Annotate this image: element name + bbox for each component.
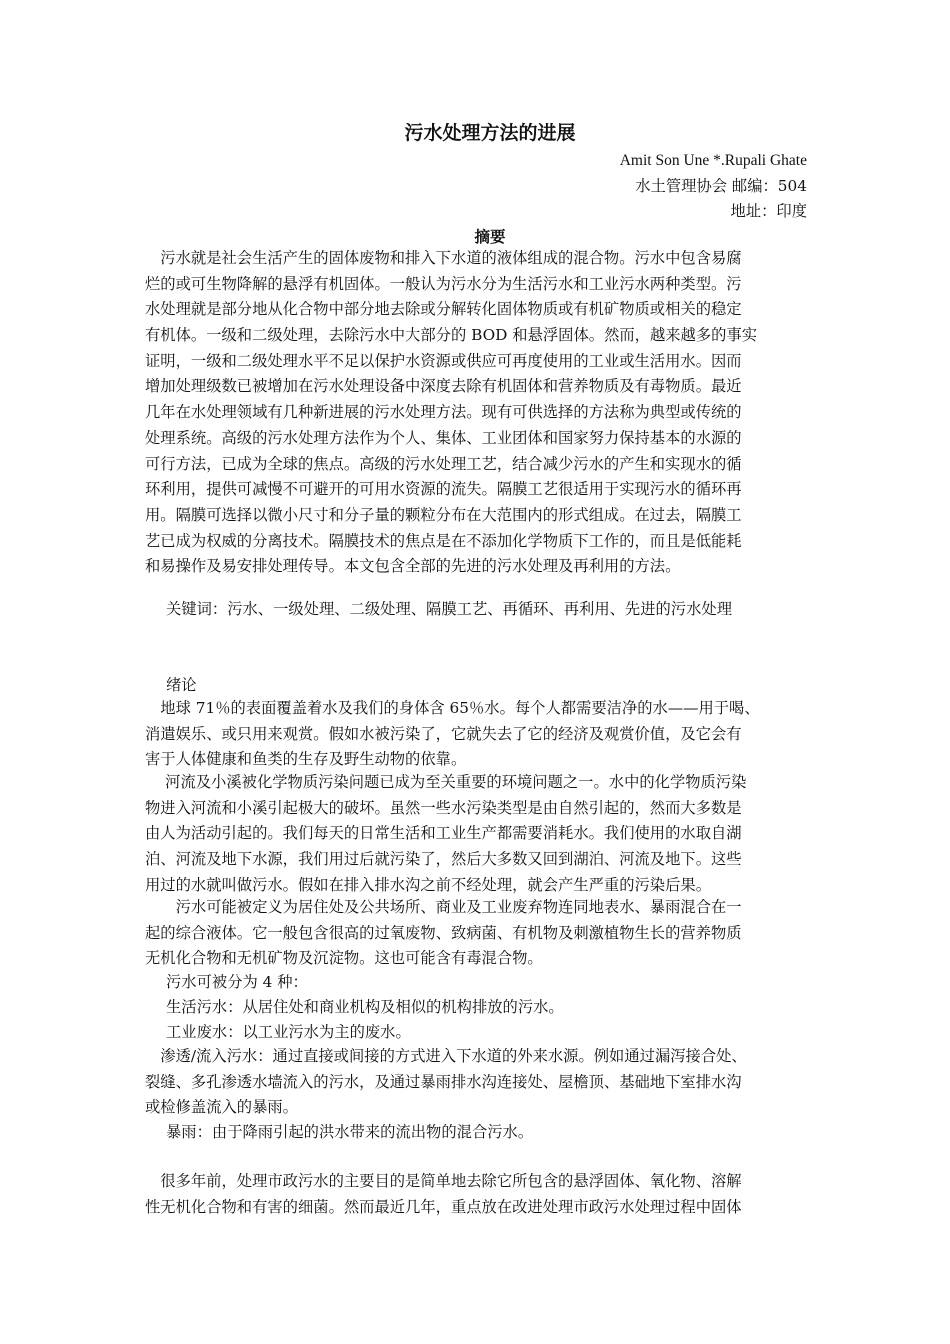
paragraph-line: 物进入河流和小溪引起极大的破坏。虽然一些水污染类型是由自然引起的，然而大多数是: [145, 798, 742, 817]
abstract-line: 和易操作及易安排处理传导。本文包含全部的先进的污水处理及再利用的方法。: [145, 557, 681, 576]
paragraph-line: 害于人体健康和鱼类的生存及野生动物的依靠。: [145, 750, 467, 769]
abstract-line: 可行方法，已成为全球的焦点。高级的污水处理工艺，结合减少污水的产生和实现水的循: [145, 454, 742, 473]
abstract-line: 环利用，提供可减慢不可避开的可用水资源的流失。隔膜工艺很适用于实现污水的循环再: [145, 480, 742, 499]
intro-paragraph-3: [145, 895, 812, 972]
paragraph-line: 泊、河流及地下水源，我们用过后就污染了，然后大多数又回到湖泊、河流及地下。这些: [145, 850, 742, 869]
paragraph-line: 污水可能被定义为居住处及公共场所、商业及工业废弃物连同地表水、暴雨混合在一: [145, 898, 742, 916]
paragraph-line: 无机化合物和无机矿物及沉淀物。这也可能含有毒混合物。: [145, 949, 543, 968]
paragraph-line: 地球 71％的表面覆盖着水及我们的身体含 65％水。每个人都需要洁净的水——用于喝、: [145, 699, 760, 717]
sewage-type-infiltration: [145, 1044, 812, 1121]
abstract-line: 处理系统。高级的污水处理方法作为个人、集体、工业团体和国家努力保持基本的水源的: [145, 428, 742, 447]
paragraph-line: 用过的水就叫做污水。假如在排入排水沟之前不经处理，就会产生严重的污染后果。: [145, 875, 711, 894]
sewage-type-storm: 暴雨：由于降雨引起的洪水带来的流出物的混合污水。: [166, 1123, 534, 1141]
sewage-type-industrial: 工业废水：以工业污水为主的废水。: [166, 1023, 411, 1041]
address-line: 地址：印度: [730, 202, 807, 220]
paragraph-line: 渗透/流入污水：通过直接或间接的方式进入下水道的外来水源。例如通过漏泻接合处、: [145, 1047, 747, 1065]
abstract-line: 证明，一级和二级处理水平不足以保护水资源或供应可再度使用的工业或生活用水。因而: [145, 351, 742, 370]
document-title: 污水处理方法的进展: [404, 122, 576, 144]
association-line: 水土管理协会 邮编：504: [635, 177, 807, 195]
paragraph-line: 性无机化合物和有害的细菌。然而最近几年，重点放在改进处理市政污水处理过程中固体: [145, 1197, 742, 1216]
author-line: Amit Son Une *.Rupali Ghate: [619, 152, 807, 169]
paragraph-line: 消遣娱乐、或只用来观赏。假如水被污染了，它就失去了它的经济及观赏价值，及它会有: [145, 724, 742, 743]
abstract-line: 增加处理级数已被增加在污水处理设备中深度去除有机固体和营养物质及有毒物质。最近: [145, 377, 742, 396]
paragraph-line: 由人为活动引起的。我们每天的日常生活和工业生产都需要消耗水。我们使用的水取自湖: [145, 824, 742, 843]
abstract-line: 艺已成为权威的分离技术。隔膜技术的焦点是在不添加化学物质下工作的，而且是低能耗: [145, 531, 742, 550]
paragraph-line: 很多年前，处理市政污水的主要目的是简单地去除它所包含的悬浮固体、氧化物、溶解: [145, 1172, 742, 1190]
abstract-line: 用。隔膜可选择以微小尺寸和分子量的颗粒分布在大范围内的形式组成。在过去，隔膜工: [145, 505, 742, 524]
sewage-types-intro: 污水可被分为 4 种：: [166, 973, 308, 991]
abstract-line: 污水就是社会生活产生的固体废物和排入下水道的液体组成的混合物。污水中包含易腐: [145, 249, 742, 267]
paragraph-line: 河流及小溪被化学物质污染问题已成为至关重要的环境问题之一。水中的化学物质污染: [145, 773, 747, 791]
paragraph-line: 裂缝、多孔渗透水墙流入的污水，及通过暴雨排水沟连接处、屋檐顶、基础地下室排水沟: [145, 1072, 742, 1091]
keywords-line: 关键词：污水、一级处理、二级处理、隔膜工艺、再循环、再利用、先进的污水处理: [166, 600, 732, 618]
abstract-line: 水处理就是部分地从化合物中部分地去除或分解转化固体物质或有机矿物质或相关的稳定: [145, 300, 742, 319]
abstract-heading: 摘要: [474, 227, 506, 246]
abstract-line: 烂的或可生物降解的悬浮有机固体。一般认为污水分为生活污水和工业污水两种类型。污: [145, 274, 742, 293]
introduction-heading: 绪论: [166, 676, 197, 694]
treatment-history-paragraph: [145, 1169, 812, 1220]
intro-paragraph-2: [145, 770, 812, 898]
paragraph-line: 起的综合液体。它一般包含很高的过氧废物、致病菌、有机物及刺激植物生长的营养物质: [145, 923, 742, 942]
abstract-line: 几年在水处理领域有几种新进展的污水处理方法。现有可供选择的方法称为典型或传统的: [145, 403, 742, 422]
sewage-type-domestic: 生活污水：从居住处和商业机构及相似的机构排放的污水。: [166, 998, 564, 1016]
abstract-line: 有机体。一级和二级处理，去除污水中大部分的 BOD 和悬浮固体。然而，越来越多的事实: [145, 326, 758, 345]
paragraph-line: 或检修盖流入的暴雨。: [145, 1098, 298, 1117]
abstract-paragraph: [145, 246, 812, 580]
intro-paragraph-1: [145, 696, 812, 773]
